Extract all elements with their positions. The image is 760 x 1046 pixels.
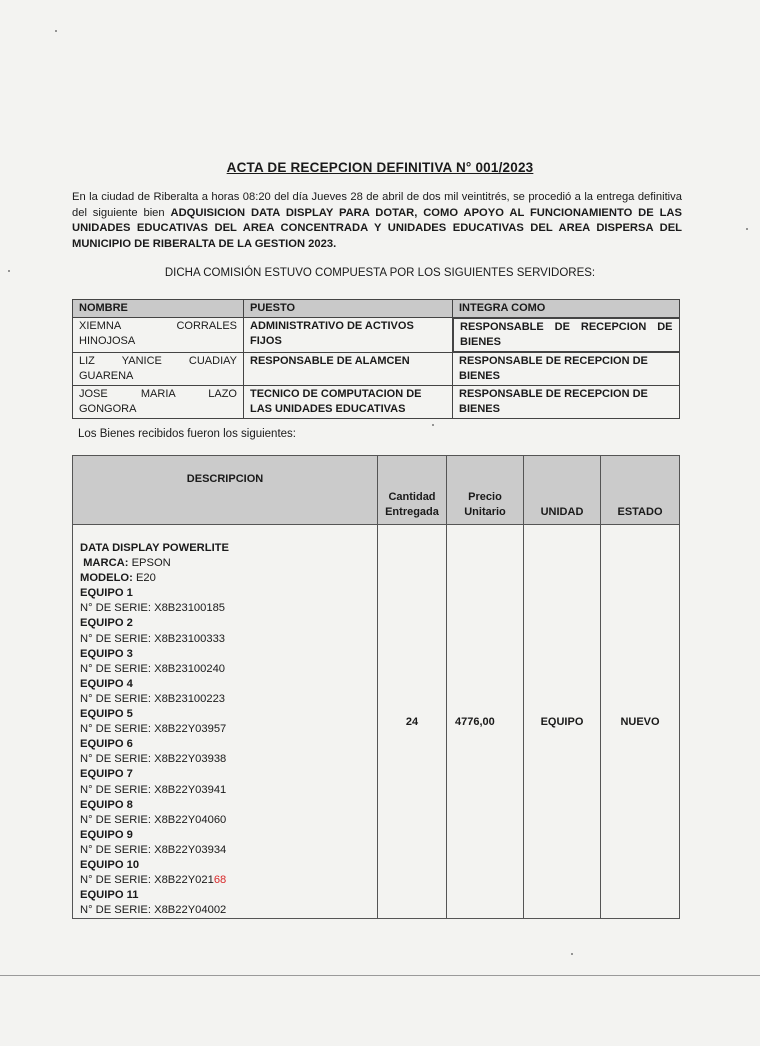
cell-estado: NUEVO — [601, 525, 680, 919]
cell-nombre: JOSE MARIA LAZO GONGORA — [73, 386, 244, 419]
marca-value: EPSON — [131, 557, 171, 570]
table-row — [73, 318, 680, 353]
serie-line: N° DE SERIE: X8B22Y03957 — [80, 723, 227, 736]
goods-table — [72, 455, 680, 919]
table-header-row — [73, 456, 680, 525]
serie-line: N° DE SERIE: X8B23100223 — [80, 692, 226, 705]
scan-speck — [746, 228, 748, 230]
header-integra: INTEGRA COMO — [453, 300, 680, 318]
serie-line: N° DE SERIE: X8B22Y04060 — [80, 813, 227, 826]
cell-puesto: RESPONSABLE DE ALAMCEN — [244, 353, 453, 386]
table-row — [73, 353, 680, 386]
header-estado: ESTADO — [601, 456, 680, 525]
serie-line: N° DE SERIE: X8B22Y04002 — [80, 904, 227, 917]
cell-nombre: LIZ YANICE CUADIAY GUARENA — [73, 353, 244, 386]
item-name: DATA DISPLAY POWERLITE — [80, 542, 229, 554]
document-title: ACTA DE RECEPCION DEFINITIVA N° 001/2023 — [226, 160, 534, 175]
equipo-label: EQUIPO 9 — [80, 828, 133, 841]
serie-line: N° DE SERIE: X8B23100333 — [80, 632, 226, 645]
cell-integra: RESPONSABLE DE RECEPCION DE BIENES — [453, 318, 680, 352]
serie-line: N° DE SERIE: X8B22Y02168 — [80, 874, 227, 887]
scan-speck — [432, 424, 434, 426]
header-precio: Precio Unitario — [447, 456, 524, 525]
serie-line: N° DE SERIE: X8B22Y03938 — [80, 753, 227, 766]
marca-label: MARCA: — [83, 557, 129, 570]
equipo-label: EQUIPO 1 — [80, 587, 133, 600]
scan-speck — [8, 270, 10, 272]
goods-heading: Los Bienes recibidos fueron los siguientes: — [78, 428, 296, 440]
equipo-label: EQUIPO 5 — [80, 708, 133, 721]
table-row — [73, 525, 680, 919]
serie-line: N° DE SERIE: X8B23100185 — [80, 602, 226, 615]
equipo-label: EQUIPO 10 — [80, 858, 140, 871]
modelo-value: E20 — [135, 572, 156, 585]
cell-nombre: XIEMNA CORRALES HINOJOSA — [73, 318, 244, 353]
header-cantidad: Cantidad Entregada — [378, 456, 447, 525]
commission-heading: DICHA COMISIÓN ESTUVO COMPUESTA POR LOS SIGUIENTES SERVIDORES: — [164, 267, 596, 279]
scan-speck — [571, 953, 573, 955]
item-description — [73, 525, 378, 919]
equipo-label: EQUIPO 7 — [80, 768, 133, 781]
cell-puesto: ADMINISTRATIVO DE ACTIVOS FIJOS — [244, 318, 453, 353]
table-header-row — [73, 300, 680, 318]
equipo-label: EQUIPO 3 — [80, 647, 133, 660]
cell-cantidad: 24 — [378, 525, 447, 919]
serie-line: N° DE SERIE: X8B22Y03941 — [80, 783, 227, 796]
page-edge-line — [0, 975, 760, 976]
equipment-list — [80, 586, 371, 918]
equipo-label: EQUIPO 6 — [80, 738, 133, 751]
table-row — [73, 386, 680, 419]
equipo-label: EQUIPO 4 — [80, 677, 133, 690]
cell-precio: 4776,00 — [447, 525, 524, 919]
cell-integra: RESPONSABLE DE RECEPCION DE BIENES — [453, 353, 680, 386]
header-descripcion: DESCRIPCION — [73, 456, 378, 525]
equipo-label: EQUIPO 2 — [80, 617, 133, 630]
scan-speck — [55, 30, 57, 32]
equipo-label: EQUIPO 11 — [80, 889, 139, 902]
intro-paragraph — [72, 190, 682, 252]
cell-integra: RESPONSABLE DE RECEPCION DE BIENES — [453, 386, 680, 419]
header-unidad: UNIDAD — [524, 456, 601, 525]
header-nombre: NOMBRE — [73, 300, 244, 318]
modelo-label: MODELO: — [80, 572, 133, 585]
serie-correction: 68 — [213, 874, 227, 887]
cell-puesto: TECNICO DE COMPUTACION DE LAS UNIDADES EDUCATIVAS — [244, 386, 453, 419]
intro-bold-text: ADQUISICION DATA DISPLAY PARA DOTAR, COMO APOYO AL FUNCIONAMIENTO DE LAS UNIDADES EDUCATIVAS DEL AREA CONCENTRADA Y UNIDADES EDUCATIVAS DEL AREA DISPERSA DEL MUNICIPIO DE RIBERALTA DE LA GESTION 2023. — [72, 206, 682, 250]
header-puesto: PUESTO — [244, 300, 453, 318]
serie-line: N° DE SERIE: X8B22Y03934 — [80, 843, 227, 856]
cell-unidad: EQUIPO — [524, 525, 601, 919]
commission-table — [72, 299, 680, 419]
intro-text: En la ciudad de Riberalta a horas 08:20 del día Jueves 28 de abril de dos mil veintitrés, se procedió a la entrega definitiva del siguiente bien — [72, 191, 682, 219]
serie-line: N° DE SERIE: X8B23100240 — [80, 662, 226, 675]
equipo-label: EQUIPO 8 — [80, 798, 133, 811]
